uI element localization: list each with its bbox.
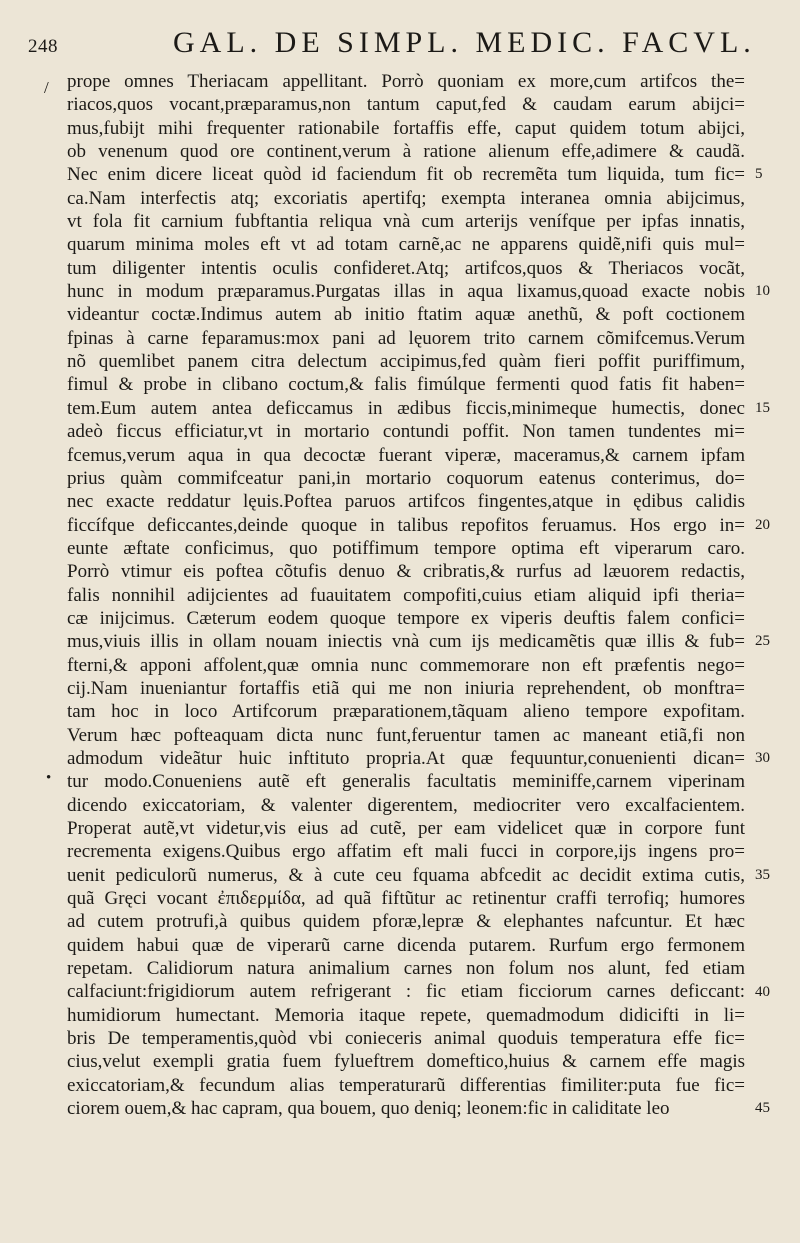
text-line: prope omnes Theriacam appellitant. Porrò quoniam ex more,cum artifcos the= <box>67 71 745 92</box>
text-line: prius quàm commifceatur pani,in mortario coquorum eatenus conterimus, do= <box>67 467 745 489</box>
line-number: 20 <box>755 516 770 533</box>
text-line: nec exacte reddatur lęuis.Poftea paruos artifcos fingentes,atque in ędibus calidis <box>67 491 745 513</box>
text-line: Verum hæc pofteaquam dicta nunc funt,feruentur tamen ac maneant etiã,fi non <box>67 724 745 746</box>
text-line: mus,viuis illis in ollam nouam iniectis vnà cum ijs medicamẽtis quæ illis & fub= <box>67 631 745 653</box>
line-number: 25 <box>755 633 770 650</box>
text-line: ob venenum quod ore continent,verum à ratione alienum effe,adimere & caudã. <box>67 141 745 163</box>
line-number: 45 <box>755 1100 770 1117</box>
text-line: fterni,& apponi affolent,quæ omnia nunc commemorare non eft præfentis nego= <box>67 654 745 676</box>
text-line: quarum minima moles eft vt ad totam carnẽ,ac ne apparens quidẽ,nifi quis mul= <box>67 234 745 256</box>
text-line: fcemus,verum aqua in qua decoctæ fuerant viperæ, maceramus,& carnem ipfam <box>67 444 745 466</box>
text-line: adeò ficcus efficiatur,vt in mortario contundi poffit. Non tamen tundentes mi= <box>67 421 745 443</box>
text-line: ficcífque deficcantes,deinde quoque in talibus repofitos feruamus. Hos ergo in= <box>67 514 745 536</box>
text-line: humidiorum humectant. Memoria itaque repete, quemadmodum didicifti in li= <box>67 1004 745 1026</box>
text-line: quidem habui quæ de viperarũ carne dicenda putarem. Rurfum ergo fermonem <box>67 934 745 956</box>
line-number: 5 <box>755 166 763 183</box>
margin-mark: / <box>44 78 49 97</box>
text-line: nõ quemlibet panem citra delectum accipimus,fed quàm fieri poffit puriffimum, <box>67 351 745 373</box>
line-number: 35 <box>755 866 770 883</box>
text-line: ciorem ouem,& hac capram, qua bouem, quo deniq; leonem:fic in caliditate leo <box>67 1098 670 1120</box>
text-line: admodum videãtur huic inftituto propria.At quæ fequuntur,conuenienti dican= <box>67 747 745 769</box>
page-number: 248 <box>28 36 58 57</box>
text-line: tem.Eum autem antea deficcamus in ædibus ficcis,minimeque humectis, donec <box>67 397 745 419</box>
text-line: repetam. Calidiorum natura animalium carnes non folum nos alunt, fed etiam <box>67 958 745 980</box>
text-line: Properat autẽ,vt videtur,vis eius ad cutẽ, per eam videlicet quæ in corpore funt <box>67 818 745 839</box>
text-line: Nec enim dicere liceat quòd id faciendum fit ob recremẽta tum liquida, tum fic= <box>67 164 745 186</box>
text-line: cæ inijcimus. Cæterum eodem quoque tempore ex viperis deuftis falem confici= <box>67 607 745 629</box>
text-line: eunte æftate conficimus, quo potiffimum tempore optima eft viperarum caro. <box>67 537 745 559</box>
text-line: tam hoc in loco Artifcorum præparationem,tãquam alieno tempore expofitam. <box>67 701 745 723</box>
text-line: tur modo.Conueniens autẽ eft generalis facultatis meminiffe,carnem viperinam <box>67 771 745 793</box>
text-line: vt fola fit carnium fubftantia reliqua vnà cum arterijs venífque per ipfas innatis, <box>67 211 745 233</box>
line-number: 40 <box>755 983 770 1000</box>
text-line: recrementa exigens.Quibus ergo affatim eft mali fucci in corpore,ijs ingens pro= <box>67 841 745 863</box>
text-line: calfaciunt:frigidiorum autem refrigerant : fic etiam ficciorum carnes deficcant: <box>67 981 745 1003</box>
text-line: Porrò vtimur eis poftea cõtufis denuo & cribratis,& rurfus ad læuorem redactis, <box>67 561 745 583</box>
text-line: fimul & probe in clibano coctum,& falis fimúlque fermenti quod fatis fit haben= <box>67 374 745 396</box>
text-line: riacos,quos vocant,præparamus,non tantum caput,fed & caudam earum abijci= <box>67 94 745 116</box>
text-line: ad cutem protrufi,à quibus quidem pforæ,lepræ & elephantes nafcuntur. Et hæc <box>67 911 745 933</box>
text-line: bris De temperamentis,quòd vbi conieceris animal quoduis temperatura effe fic= <box>67 1028 745 1050</box>
text-line: exiccatoriam,& fecundum alias temperaturarũ differentias fimiliter:puta fue fic= <box>67 1074 745 1096</box>
text-line: fpinas à carne feparamus:mox pani ad lęuorem trito carnem cõmifcemus.Verum <box>67 327 745 349</box>
text-line: mus,fubijt mihi frequenter rationabile fortaffis effe, caput quidem totum abijci, <box>67 117 745 139</box>
text-line: hunc in modum præparamus.Purgatas illas in aqua lixamus,quoad exacte nobis <box>67 281 745 303</box>
margin-bullet: • <box>46 770 52 786</box>
text-line: cius,velut exempli gratia fuem fylueftrem domeftico,huius & carnem effe magis <box>67 1051 745 1073</box>
text-line: tum diligenter intentis oculis confideret.Atq; artifcos,quos & Theriacos vocãt, <box>67 257 745 279</box>
line-number: 10 <box>755 283 770 300</box>
running-title: GAL. DE SIMPL. MEDIC. FACVL. <box>173 26 756 59</box>
text-line: ca.Nam interfectis atq; excoriatis apertifq; exempta interanea omnia abijcimus, <box>67 187 745 209</box>
text-line: videantur coctæ.Indimus autem ab initio ftatim aquæ anethũ, & poft coctionem <box>67 304 745 326</box>
line-number: 30 <box>755 750 770 767</box>
page-header <box>28 20 768 64</box>
text-line: dicendo exiccatoriam, & valenter digerentem, mediocriter vero excalfacientem. <box>67 794 745 816</box>
text-line: falis nonnihil adijcientes ad fuauitatem compofiti,cuius etiam aliquid ipfi theria= <box>67 584 745 606</box>
line-number: 15 <box>755 399 770 416</box>
text-line: cij.Nam inueniantur fortaffis etiã qui me non iniuria reprehendent, ob monftra= <box>67 677 745 699</box>
text-body <box>67 70 745 1120</box>
text-line: quã Gręci vocant ἐπιδερμίδα, ad quã fiftũtur ac retinentur craffi terrofiq; humores <box>67 888 745 910</box>
text-line: uenit pediculorũ numerus, & à cute ceu fquama abfcedit ac decidit extima cutis, <box>67 864 745 886</box>
